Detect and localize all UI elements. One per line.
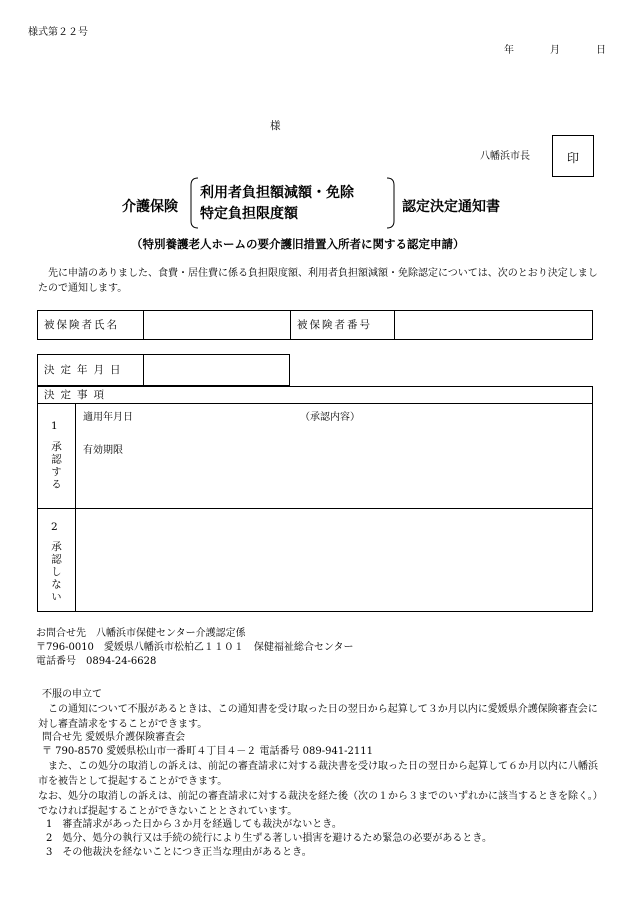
contact-line3: 電話番号 0894-24-6628 (36, 656, 157, 667)
appeal-paragraph-2: また、この処分の取消しの訴えは、前記の審査請求に対する裁決書を受け取った日の翌日から起算して６か月以内に八幡浜市を被告として提起することができます。 (38, 761, 598, 787)
appeal-item-3: 3 その他裁決を経ないことにつき正当な理由があるとき。 (46, 847, 312, 858)
title-middle-line1: 利用者負担額減額・免除 (200, 185, 354, 201)
appeal-paragraph-1: この通知について不服があるときは、この通知書を受け取った日の翌日から起算して３か月以内に愛媛県介護保険審査会に対し審査請求をすることができます。 (38, 704, 598, 730)
decision-items-label: 決定事項 (44, 389, 110, 401)
reject-number: 2 (51, 521, 58, 533)
valid-period-label: 有効期限 (83, 445, 123, 456)
contact-line1: お問合せ先 八幡浜市保健センター介護認定係 (36, 628, 246, 639)
appeal-item-1: 1 審査請求があった日から３か月を経過しても裁決がないとき。 (46, 819, 342, 830)
insured-name-label: 被保険者氏名 (44, 319, 119, 331)
seal-mark: 印 (566, 151, 579, 165)
addressee-suffix: 様 (270, 120, 281, 132)
approval-content-label: （承認内容） (300, 412, 360, 423)
decision-date-row (37, 354, 290, 386)
seal-box (552, 135, 594, 177)
date-month: 月 (550, 45, 560, 56)
contact-line2: 〒796-0010 愛媛県八幡浜市松柏乙１１０１ 保健福祉総合センター (36, 642, 354, 653)
subtitle: （特別養護老人ホームの要介護旧措置入所者に関する認定申請） (131, 237, 465, 251)
appeal-item-2: 2 処分、処分の執行又は手続の続行により生ずる著しい損害を避けるため緊急の必要があるとき。 (46, 833, 492, 844)
applied-date-label: 適用年月日 (83, 412, 133, 423)
title-left: 介護保険 (122, 199, 178, 215)
intro-paragraph: 先に申請のありました、食費・居住費に係る負担限度額、利用者負担額減額・免除認定については、次のとおり決定しましたので通知します。 (38, 268, 598, 294)
form-number: 様式第２２号 (28, 27, 88, 38)
appeal-contact-address: 〒 790-8570 愛媛県松山市一番町４丁目４－２ 電話番号 089-941-2111 (42, 746, 374, 757)
title-middle-line2: 特定負担限度額 (200, 206, 298, 222)
date-day: 日 (596, 45, 606, 56)
title-left-bracket (189, 177, 199, 229)
issuer-name: 八幡浜市長 (480, 151, 530, 162)
appeal-contact-label: 問合せ先 愛媛県介護保険審査会 (42, 732, 186, 743)
approve-label: 承認する (50, 441, 62, 491)
insured-row (37, 310, 593, 340)
approve-number: 1 (51, 420, 58, 432)
decision-items-table (37, 386, 593, 612)
title-right: 認定決定通知書 (402, 199, 500, 215)
appeal-paragraph-3: なお、処分の取消しの訴えは、前記の審査請求に対する裁決を経た後（次の１から３までのいずれかに該当するときを除く。）でなければ提起することができないこととされています。 (38, 791, 603, 817)
appeal-heading: 不服の申立て (42, 689, 102, 700)
reject-label: 承認しない (50, 541, 62, 604)
date-year: 年 (504, 45, 514, 56)
insured-number-label: 被保険者番号 (297, 319, 372, 331)
decision-date-label: 決定年月日 (44, 364, 127, 376)
title-right-bracket (386, 177, 396, 229)
